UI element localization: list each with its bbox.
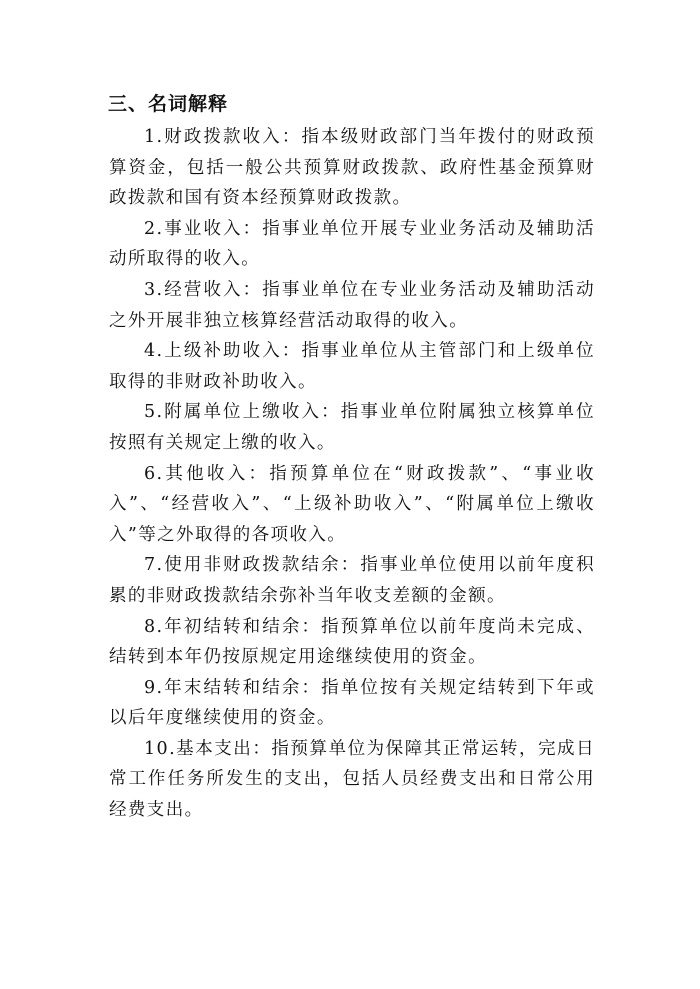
definition-paragraph: 8.年初结转和结余：指预算单位以前年度尚未完成、结转到本年仍按原规定用途继续使用的资金。 xyxy=(109,616,595,668)
definition-paragraph: 10.基本支出：指预算单位为保障其正常运转，完成日常工作任务所发生的支出，包括人员经费支出和日常公用经费支出。 xyxy=(109,738,595,821)
definition-paragraph: 7.使用非财政拨款结余：指事业单位使用以前年度积累的非财政拨款结余弥补当年收支差额的金额。 xyxy=(109,555,595,606)
definition-paragraph: 2.事业收入：指事业单位开展专业业务活动及辅助活动所取得的收入。 xyxy=(109,218,595,270)
definition-paragraph: 4.上级补助收入：指事业单位从主管部门和上级单位取得的非财政补助收入。 xyxy=(109,341,595,392)
definition-paragraph: 3.经营收入：指事业单位在专业业务活动及辅助活动之外开展非独立核算经营活动取得的收入。 xyxy=(109,279,595,331)
section-heading: 三、名词解释 xyxy=(108,93,229,115)
definition-paragraph: 9.年末结转和结余：指单位按有关规定结转到下年或以后年度继续使用的资金。 xyxy=(109,677,595,729)
definition-paragraph: 1.财政拨款收入：指本级财政部门当年拨付的财政预算资金，包括一般公共预算财政拨款、政府性基金预算财政拨款和国有资本经预算财政拨款。 xyxy=(109,127,595,209)
definitions-list xyxy=(109,122,595,826)
definition-paragraph: 6.其他收入：指预算单位在“财政拨款”、“事业收入”、“经营收入”、“上级补助收入”、“附属单位上缴收入”等之外取得的各项收入。 xyxy=(109,463,595,545)
definition-paragraph: 5.附属单位上缴收入：指事业单位附属独立核算单位按照有关规定上缴的收入。 xyxy=(109,402,595,453)
